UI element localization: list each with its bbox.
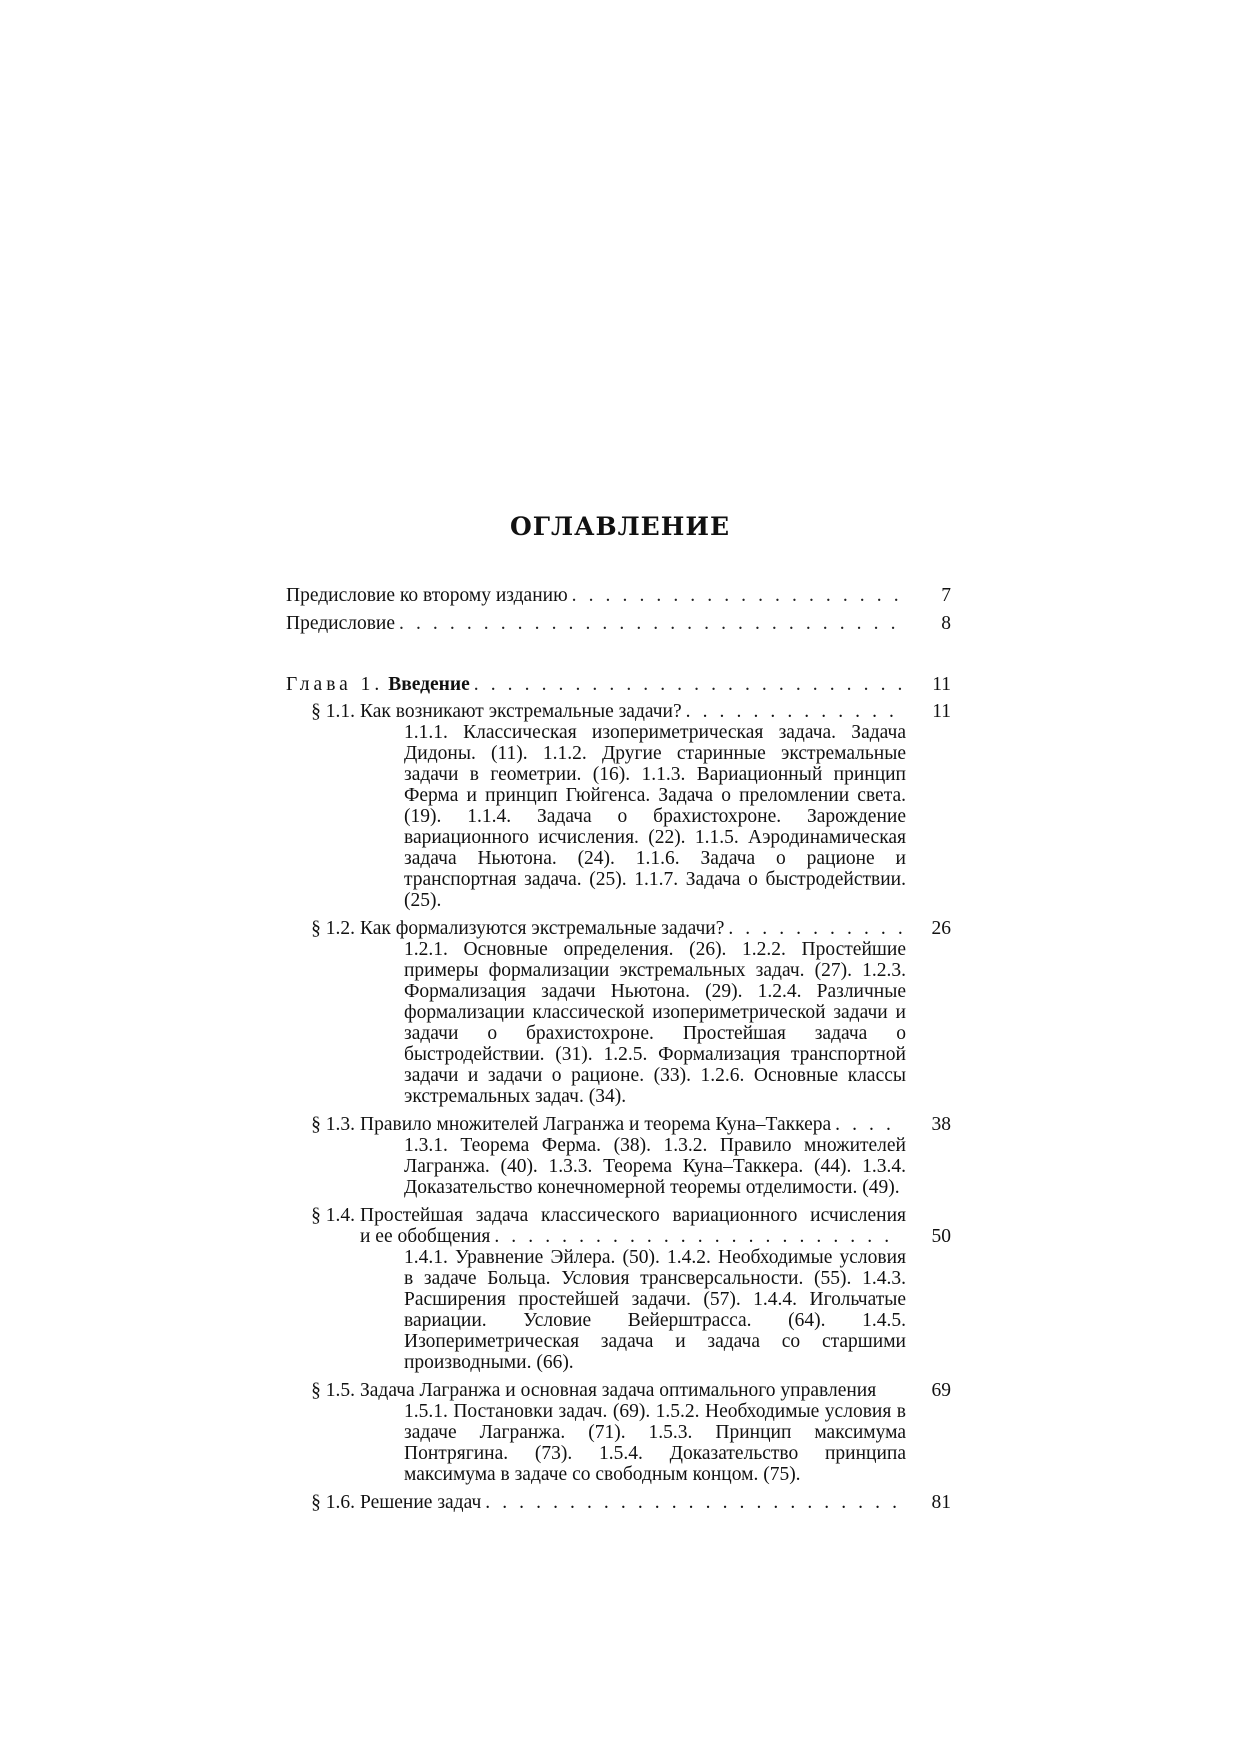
section-number: § 1.4.	[311, 1205, 355, 1226]
toc-chapter-1[interactable]	[286, 674, 951, 695]
toc-section-1-2[interactable]	[286, 918, 951, 1107]
subsection-list: 1.1.1. Классическая изопериметрическая задача. Задача Дидоны. (11). 1.1.2. Другие старинные экстремальные задачи в геометрии. (16). 1.1.3. Вариационный принцип Ферма и принцип Гюйгенса. Задача о преломлении света. (19). 1.1.4. Задача о брахистохроне. Зарождение вариационного исчисления. (22). 1.1.5. Аэродинамическая задача Ньютона. (24). 1.1.6. Задача о рационе и транспортная задача. (25). 1.1.7. Задача о быстродействии. (25).	[404, 722, 906, 911]
toc-page-number: 38	[931, 1114, 951, 1135]
dot-leader	[474, 674, 907, 695]
section-title: Решение задач	[360, 1492, 482, 1513]
toc-section-1-3[interactable]	[286, 1114, 951, 1198]
toc-page-number: 11	[932, 701, 951, 722]
toc-page-number: 69	[931, 1380, 951, 1401]
toc-page-number: 7	[941, 585, 951, 606]
toc-page-number: 50	[931, 1226, 951, 1247]
subsection-list: 1.3.1. Теорема Ферма. (38). 1.3.2. Правило множителей Лагранжа. (40). 1.3.3. Теорема Куна–Таккера. (44). 1.3.4. Доказательство конечномерной теоремы отделимости. (49).	[404, 1135, 906, 1198]
section-title: Как возникают экстремальные задачи?	[360, 701, 682, 722]
spacer	[286, 641, 951, 674]
toc-page-number: 26	[931, 918, 951, 939]
dot-leader	[686, 701, 902, 722]
subsection-list: 1.4.1. Уравнение Эйлера. (50). 1.4.2. Необходимые условия в задаче Больца. Условия трансверсальности. (55). 1.4.3. Расширения простейшей задачи. (57). 1.4.4. Игольчатые вариации. Условие Вейерштрасса. (64). 1.4.5. Изопериметрическая задача и задача со старшими производными. (66).	[404, 1247, 906, 1373]
table-of-contents	[286, 585, 951, 1520]
dot-leader	[399, 613, 907, 634]
dot-leader	[728, 918, 902, 939]
chapter-label: Глава 1.	[286, 674, 384, 695]
section-number: § 1.1.	[311, 701, 355, 722]
subsection-list: 1.5.1. Постановки задач. (69). 1.5.2. Необходимые условия в задаче Лагранжа. (71). 1.5.3. Принцип максимума Понтрягина. (73). 1.5.4. Доказательство принципа максимума в задаче со свободным концом. (75).	[404, 1401, 906, 1485]
toc-entry-title: Предисловие	[286, 613, 396, 634]
toc-page-number: 81	[931, 1492, 951, 1513]
subsection-list: 1.2.1. Основные определения. (26). 1.2.2. Простейшие примеры формализации экстремальных задач. (27). 1.2.3. Формализация задачи Ньютона. (29). 1.2.4. Различные формализации классической изопериметрической задачи и задачи о брахистохроне. Простейшая задача о быстродействии. (31). 1.2.5. Формализация транспортной задачи и задачи о рационе. (33). 1.2.6. Основные классы экстремальных задач. (34).	[404, 939, 906, 1107]
dot-leader	[485, 1492, 902, 1513]
toc-entry-title: Предисловие ко второму изданию	[286, 585, 568, 606]
toc-section-1-6[interactable]	[286, 1492, 951, 1513]
section-number: § 1.6.	[311, 1492, 355, 1513]
toc-entry-preface-second-edition[interactable]	[286, 585, 951, 606]
section-title: Как формализуются экстремальные задачи?	[360, 918, 725, 939]
section-number: § 1.2.	[311, 918, 355, 939]
chapter-heading	[286, 674, 470, 695]
toc-section-1-5[interactable]	[286, 1380, 951, 1485]
toc-page-number: 11	[932, 674, 951, 695]
dot-leader	[835, 1114, 902, 1135]
toc-section-1-1[interactable]	[286, 701, 951, 911]
page-title: ОГЛАВЛЕНИЕ	[509, 512, 731, 541]
section-title: Задача Лагранжа и основная задача оптимального управления	[360, 1380, 877, 1401]
section-title: Правило множителей Лагранжа и теорема Куна–Таккера	[360, 1114, 832, 1135]
dot-leader	[494, 1226, 902, 1247]
section-title-line-2: и ее обобщения	[360, 1226, 491, 1247]
toc-section-1-4[interactable]	[286, 1205, 951, 1373]
section-number: § 1.5.	[311, 1380, 355, 1401]
toc-page-number: 8	[941, 613, 951, 634]
section-title-line-1: Простейшая задача классического вариационного исчисления	[360, 1205, 906, 1226]
dot-leader	[572, 585, 907, 606]
chapter-title: Введение	[388, 674, 470, 695]
section-number: § 1.3.	[311, 1114, 355, 1135]
toc-entry-preface[interactable]	[286, 613, 951, 634]
